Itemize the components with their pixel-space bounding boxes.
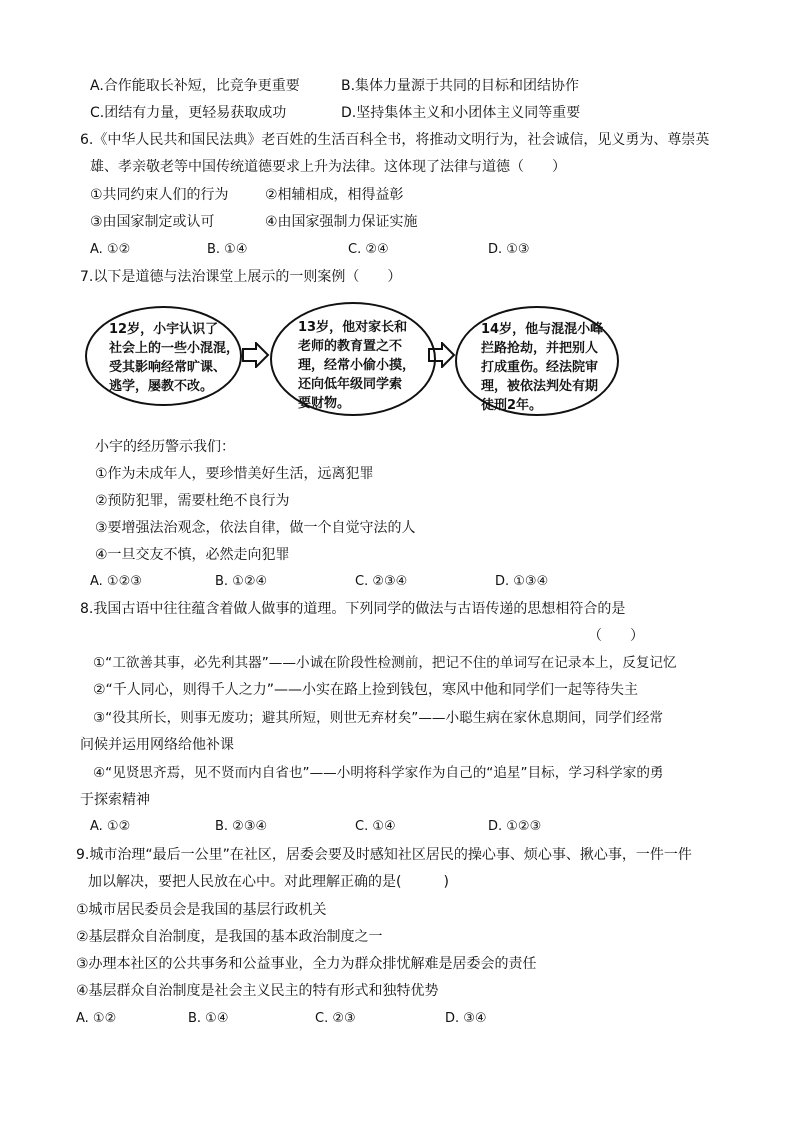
q6-statement-1: ①共同约束人们的行为 <box>90 187 229 203</box>
q9-statement-4: ④基层群众自治制度是社会主义民主的特有形式和独特优势 <box>76 983 439 999</box>
q7-lead: 小宇的经历警示我们： <box>95 439 235 455</box>
q5-option-d: D.坚持集体主义和小团体主义同等重要 <box>341 105 581 121</box>
case-box-age-12 <box>85 306 242 406</box>
q6-statement-3: ③由国家制定或认可 <box>90 214 215 230</box>
q8-statement-4-line1: ④“见贤思齐焉，见不贤而内自省也”——小明将科学家作为自己的“追星”目标，学习科学家的勇 <box>93 765 664 781</box>
q7-statement-1: ①作为未成年人，要珍惜美好生活，远离犯罪 <box>95 466 374 482</box>
q7-statement-3: ③要增强法治观念，依法自律，做一个自觉守法的人 <box>95 520 416 536</box>
case-box-age-14-text: 14岁，他与混混小峰 拦路抢劫，并把别人 打成重伤。经法院审 理，被依法判处有期 徒刑2年。 <box>481 322 604 413</box>
q6-stem-line2: 雄、孝亲敬老等中国传统道德要求上升为法律。这体现了法律与道德（ ） <box>90 159 566 175</box>
q8-statement-3-line2: 问候并运用网络给他补课 <box>80 737 234 753</box>
q9-choice-a: A. ①② <box>76 1011 117 1026</box>
q7-stem: 7.以下是道德与法治课堂上展示的一则案例（ ） <box>80 269 402 285</box>
q8-choice-b: B. ②③④ <box>215 819 268 834</box>
q6-choice-c: C. ②④ <box>348 242 389 257</box>
q9-statement-1: ①城市居民委员会是我国的基层行政机关 <box>76 902 327 918</box>
q5-option-c: C.团结有力量，更轻易获取成功 <box>90 105 287 121</box>
q9-statement-2: ②基层群众自治制度，是我国的基本政治制度之一 <box>76 929 383 945</box>
q8-choice-c: C. ①④ <box>355 819 396 834</box>
case-box-age-14 <box>455 306 619 416</box>
case-box-age-13-text: 13岁，他对家长和 老师的教育置之不 理，经常小偷小摸， 还向低年级同学索 要财物。 <box>298 320 416 411</box>
q7-choice-d: D. ①③④ <box>495 574 549 589</box>
q6-stem-line1: 6.《中华人民共和国民法典》老百姓的生活百科全书，将推动文明行为，社会诚信，见义勇为、尊崇英 <box>80 132 710 148</box>
q5-option-b: B.集体力量源于共同的目标和团结协作 <box>341 78 580 94</box>
q6-choice-a: A. ①② <box>90 242 131 257</box>
q6-choice-d: D. ①③ <box>488 242 530 257</box>
q8-choice-a: A. ①② <box>90 819 131 834</box>
q9-stem-line1: 9.城市治理“最后一公里”在社区，居委会要及时感知社区居民的操心事、烦心事、揪心事，一件一件 <box>76 847 692 863</box>
q5-option-a: A.合作能取长补短，比竞争更重要 <box>90 78 300 94</box>
arrow-right-icon <box>242 342 270 368</box>
q8-stem: 8.我国古语中往往蕴含着做人做事的道理。下列同学的做法与古语传递的思想相符合的是 <box>80 601 626 617</box>
q7-statement-4: ④一旦交友不慎，必然走向犯罪 <box>95 547 290 563</box>
q9-choice-c: C. ②③ <box>315 1011 356 1026</box>
q9-choice-d: D. ③④ <box>445 1011 487 1026</box>
q9-choice-b: B. ①④ <box>188 1011 229 1026</box>
q6-choice-b: B. ①④ <box>207 242 248 257</box>
q6-statement-2: ②相辅相成，相得益彰 <box>265 187 404 203</box>
q6-statement-4: ④由国家强制力保证实施 <box>265 214 418 230</box>
q9-stem-line2: 加以解决，要把人民放在心中。对此理解正确的是( ) <box>88 874 449 890</box>
q8-choice-d: D. ①②③ <box>488 819 542 834</box>
case-box-age-13 <box>270 302 436 416</box>
arrow-right-icon <box>428 342 456 368</box>
q7-choice-a: A. ①②③ <box>90 574 142 589</box>
q9-statement-3: ③办理本社区的公共事务和公益事业，全力为群众排忧解难是居委会的责任 <box>76 956 537 972</box>
q7-statement-2: ②预防犯罪，需要杜绝不良行为 <box>95 493 290 509</box>
q8-statement-2: ②“千人同心，则得千人之力”——小实在路上捡到钱包，寒风中他和同学们一起等待失主 <box>93 682 639 698</box>
q8-answer-paren: （ ） <box>588 628 644 644</box>
q8-statement-3-line1: ③“役其所长，则事无废功；避其所短，则世无弃材矣”——小聪生病在家休息期间，同学们经常 <box>93 710 664 726</box>
q7-choice-b: B. ①②④ <box>215 574 268 589</box>
case-box-age-12-text: 12岁，小宇认识了 社会上的一些小混混， 受其影响经常旷课、 逃学，屡教不改。 <box>109 322 240 394</box>
q8-statement-1: ①“工欲善其事，必先利其器”——小诚在阶段性检测前，把记不住的单词写在记录本上，反复记忆 <box>93 655 677 671</box>
q8-statement-4-line2: 于探索精神 <box>80 792 150 808</box>
q7-choice-c: C. ②③④ <box>355 574 408 589</box>
